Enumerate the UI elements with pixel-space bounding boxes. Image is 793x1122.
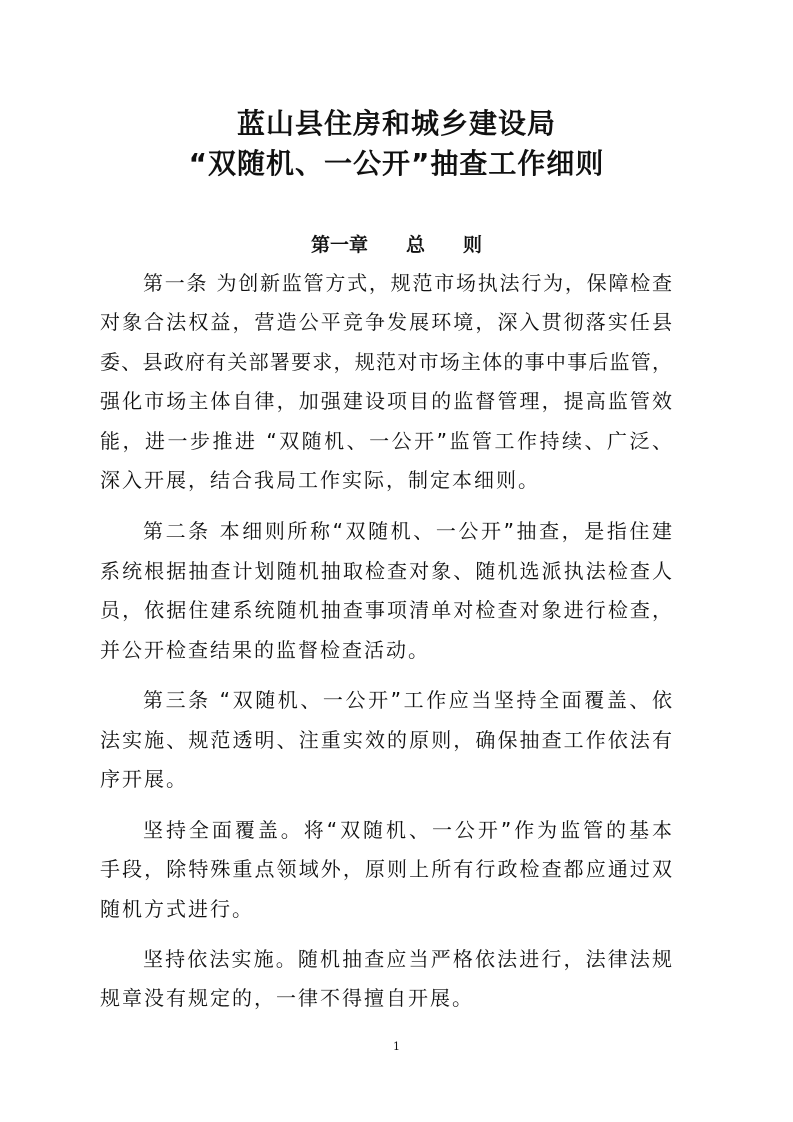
document-title-line1: 蓝山县住房和城乡建设局: [236, 107, 556, 140]
text-line: 随机方式进行。: [100, 897, 254, 921]
text-line: 委、县政府有关部署要求，规范对市场主体的事中事后监管，: [100, 350, 672, 374]
text-line: 并公开检查结果的监督检查活动。: [100, 638, 430, 662]
page-number: 1: [393, 1040, 400, 1053]
chapter-heading: 第一章 总 则: [310, 234, 482, 256]
text-line: 第二条 本细则所称“双随机、一公开”抽查，是指住建: [143, 519, 672, 543]
text-line: 法实施、规范透明、注重实效的原则，确保抽查工作依法有: [100, 728, 672, 752]
text-line: 深入开展，结合我局工作实际，制定本细则。: [100, 468, 540, 492]
text-line: 系统根据抽查计划随机抽取检查对象、随机选派执法检查人: [100, 559, 672, 583]
text-line: 对象合法权益，营造公平竞争发展环境，深入贯彻落实任县: [100, 310, 672, 334]
text-line: 规章没有规定的，一律不得擅自开展。: [100, 986, 474, 1010]
text-line: 强化市场主体自律，加强建设项目的监督管理，提高监管效: [100, 389, 672, 413]
text-line: 手段，除特殊重点领域外，原则上所有行政检查都应通过双: [100, 857, 672, 881]
text-line: 第三条 “双随机、一公开”工作应当坚持全面覆盖、依: [143, 688, 672, 712]
text-line: 坚持全面覆盖。将“双随机、一公开”作为监管的基本: [143, 818, 672, 842]
document-title-line2: “双随机、一公开”抽查工作细则: [188, 147, 605, 180]
text-line: 序开展。: [100, 767, 188, 791]
text-line: 坚持依法实施。随机抽查应当严格依法进行，法律法规: [143, 947, 672, 971]
text-line: 第一条 为创新监管方式，规范市场执法行为，保障检查: [143, 271, 672, 295]
text-line: 能，进一步推进 “双随机、一公开”监管工作持续、广泛、: [100, 429, 672, 453]
text-line: 员，依据住建系统随机抽查事项清单对检查对象进行检查，: [100, 598, 672, 622]
